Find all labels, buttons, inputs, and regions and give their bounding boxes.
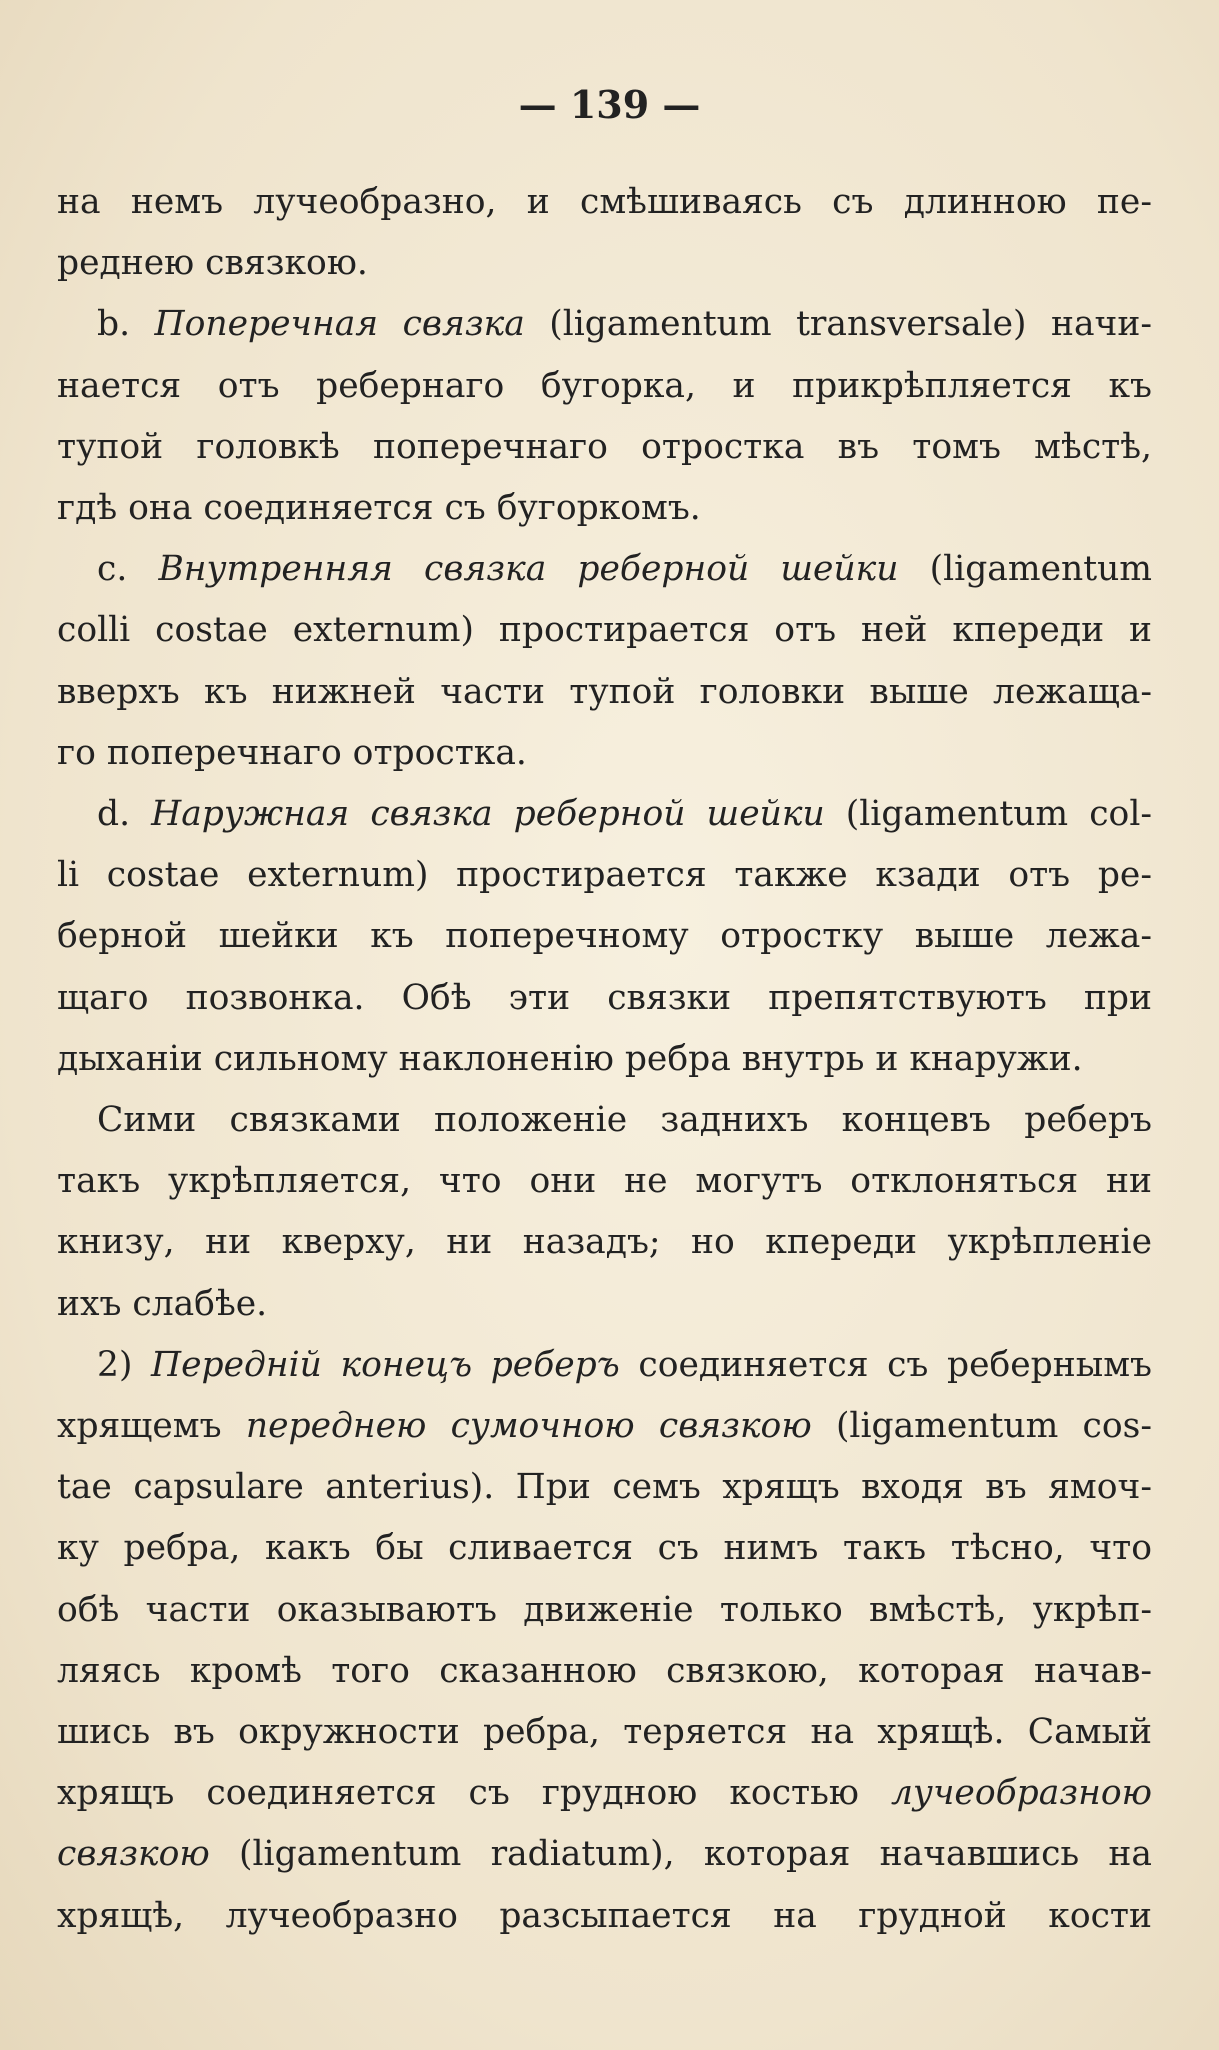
text-line xyxy=(57,417,1152,478)
text-run: нается отъ ребернаго бугорка, и прикрѣпляется къ xyxy=(57,365,1152,406)
text-run: вверхъ къ нижней части тупой головки выше лежаща- xyxy=(57,671,1152,712)
italic-term: Передній конецъ реберъ xyxy=(151,1344,620,1385)
italic-term: лучеобразною xyxy=(890,1773,1152,1814)
italic-term: связкою xyxy=(57,1834,210,1875)
text-line xyxy=(57,906,1152,967)
text-run: ихъ слабѣе. xyxy=(57,1283,268,1324)
text-line xyxy=(57,539,1152,600)
text-line xyxy=(57,1702,1152,1763)
text-run: обѣ части оказываютъ движеніе только вмѣстѣ, укрѣп- xyxy=(57,1589,1152,1630)
text-run: (ligamentum transversale) начи- xyxy=(524,304,1152,345)
text-line xyxy=(57,723,1152,784)
text-line xyxy=(57,1824,1152,1885)
text-line xyxy=(57,1212,1152,1273)
text-run: li costae externum) простирается также кзади отъ ре- xyxy=(57,855,1152,896)
italic-term: Внутренняя связка реберной шейки xyxy=(158,549,899,590)
text-line xyxy=(57,662,1152,723)
italic-term: переднею сумочною связкою xyxy=(245,1406,812,1447)
text-run: такъ укрѣпляется, что они не могутъ отклоняться ни xyxy=(57,1161,1152,1202)
text-run: colli costae externum) простирается отъ ней кпереди и xyxy=(57,610,1152,651)
text-line xyxy=(57,600,1152,661)
text-run: берной шейки къ поперечному отростку выше лежа- xyxy=(57,916,1152,957)
text-line xyxy=(57,172,1152,233)
text-line xyxy=(57,1641,1152,1702)
text-line xyxy=(57,1029,1152,1090)
text-run: дыханіи сильному наклоненію ребра внутрь и кнаружи. xyxy=(57,1038,1083,1079)
text-line xyxy=(57,1457,1152,1518)
text-run: c. xyxy=(97,549,159,590)
text-run: шись въ окружности ребра, теряется на хрящѣ. Самый xyxy=(57,1712,1152,1753)
page-number: — 139 — xyxy=(518,82,701,127)
text-run: соединяется съ ребернымъ xyxy=(619,1344,1152,1385)
text-line xyxy=(57,968,1152,1029)
text-run: го поперечнаго отростка. xyxy=(57,732,527,773)
text-line xyxy=(57,294,1152,355)
text-line xyxy=(57,1090,1152,1151)
text-run: реднею связкою. xyxy=(57,243,368,284)
text-run: хрящъ соединяется съ грудною костью xyxy=(57,1773,891,1814)
text-run: Сими связками положеніе заднихъ концевъ реберъ xyxy=(97,1100,1152,1141)
text-line xyxy=(57,1518,1152,1579)
text-line xyxy=(57,356,1152,417)
text-line xyxy=(57,478,1152,539)
text-run: (ligamentum cos- xyxy=(811,1406,1152,1447)
text-run: d. xyxy=(97,794,152,835)
text-run: (ligamentum col- xyxy=(824,794,1153,835)
text-line xyxy=(57,1335,1152,1396)
italic-term: Поперечная связка xyxy=(154,304,525,345)
text-line xyxy=(57,1396,1152,1457)
text-run: ляясь кромѣ того сказанною связкою, которая начав- xyxy=(57,1650,1152,1691)
text-line xyxy=(57,233,1152,294)
text-run: на немъ лучеобразно, и смѣшиваясь съ длинною пе- xyxy=(57,182,1152,222)
text-run: гдѣ она соединяется съ бугоркомъ. xyxy=(57,488,701,529)
text-run: tae capsulare anterius). При семъ хрящъ входя въ ямоч- xyxy=(57,1467,1152,1508)
text-line xyxy=(57,1580,1152,1641)
text-line xyxy=(57,784,1152,845)
italic-term: Наружная связка реберной шейки xyxy=(151,794,825,835)
text-line xyxy=(57,1151,1152,1212)
text-line xyxy=(57,845,1152,906)
text-run: щаго позвонка. Обѣ эти связки препятствуютъ при xyxy=(57,977,1152,1018)
text-run: хрящемъ xyxy=(57,1406,246,1447)
text-line xyxy=(57,1763,1152,1824)
text-run: ку ребра, какъ бы сливается съ нимъ такъ тѣсно, что xyxy=(57,1528,1152,1569)
text-run: книзу, ни кверху, ни назадъ; но кпереди укрѣпленіе xyxy=(57,1222,1152,1263)
text-line xyxy=(57,1274,1152,1335)
text-run: тупой головкѣ поперечнаго отростка въ томъ мѣстѣ, xyxy=(57,426,1152,467)
text-line xyxy=(57,1886,1152,1947)
text-run: 2) xyxy=(97,1344,152,1385)
text-run: (ligamentum radiatum), которая начавшись на xyxy=(209,1834,1152,1875)
text-run: хрящѣ, лучеобразно разсыпается на грудной кости xyxy=(57,1895,1152,1936)
body-text xyxy=(57,172,1152,1947)
text-run: b. xyxy=(97,304,155,345)
text-run: (ligamentum xyxy=(898,549,1152,590)
